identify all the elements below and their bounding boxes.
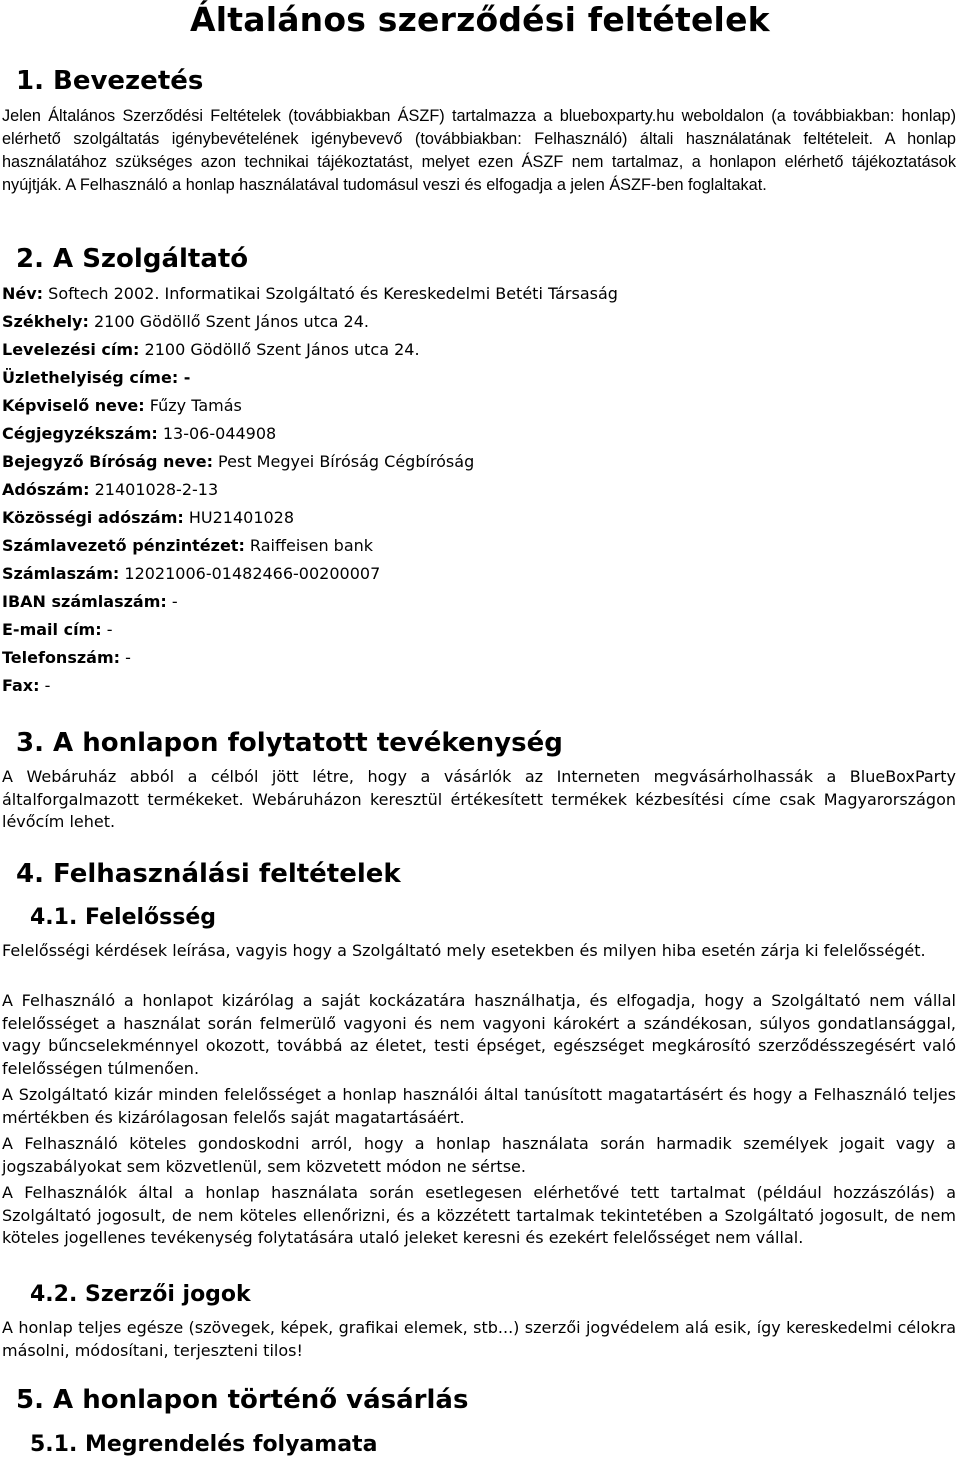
section-3-heading: 3. A honlapon folytatott tevékenység bbox=[16, 728, 563, 758]
provider-field-shop-address: Üzlethelyiség címe: - bbox=[2, 368, 191, 387]
document-title: Általános szerződési feltételek bbox=[190, 0, 770, 39]
provider-field-seat: Székhely: 2100 Gödöllő Szent János utca 24. bbox=[2, 312, 369, 331]
provider-field-court: Bejegyző Bíróság neve: Pest Megyei Bíróság Cégbíróság bbox=[2, 452, 475, 471]
provider-field-account-number: Számlaszám: 12021006-01482466-00200007 bbox=[2, 564, 381, 583]
section-4-1-paragraph: A Felhasználók által a honlap használata során esetlegesen elérhetővé tett tartalmat (például hozzászólás) a Szolgáltató jogosult, de nem köteles ellenőrizni, és a közzétett tartalmak tekintetében a Szolgáltató jogosult, de nem köteles jogellenes tevékenység folytatására utaló jeleket keresni és ezekért felelősséget nem vállal. bbox=[2, 1183, 956, 1247]
section-4-1-paragraph: A Felhasználó a honlapot kizárólag a saját kockázatára használhatja, és elfogadja, hogy a Szolgáltató nem vállal felelősséget a használat során felmerülő vagyoni és nem vagyoni károkért a szándékosan, súlyos gondatlansággal, vagy bűncselekménnyel okozott, továbbá az életet, testi épséget, egészséget megkárosító szerződésszegésért való felelősségen túlmenően. bbox=[2, 991, 956, 1078]
section-5-1-heading: 5.1. Megrendelés folyamata bbox=[30, 1432, 378, 1457]
provider-field-tax-number: Adószám: 21401028-2-13 bbox=[2, 480, 219, 499]
section-4-heading: 4. Felhasználási feltételek bbox=[16, 859, 401, 889]
section-1-heading: 1. Bevezetés bbox=[16, 66, 204, 96]
section-1-text: Jelen Általános Szerződési Feltételek (továbbiakban ÁSZF) tartalmazza a blueboxparty.hu weboldalon (a továbbiakban: honlap) elérhető szolgáltatás igénybevételének igénybevevő (továbbiakban: Felhasználó) általi használatának feltételeit. A honlap használatához szükséges azon technikai tájékoztatást, melyet ezen ÁSZF nem tartalmaz, a honlapon elérhető tájékoztatások nyújtják. A Felhasználó a honlap használatával tudomásul veszi és elfogadja a jelen ÁSZF-ben foglaltakat. bbox=[2, 107, 956, 194]
section-4-1-paragraph: A Szolgáltató kizár minden felelősséget a honlap használói által tanúsított magatartásért és hogy a Felhasználó teljes mértékben és kizárólagosan felelős saját magatartásáért. bbox=[2, 1085, 956, 1127]
provider-field-name: Név: Softech 2002. Informatikai Szolgáltató és Kereskedelmi Betéti Társaság bbox=[2, 284, 618, 303]
provider-field-email: E-mail cím: - bbox=[2, 620, 113, 639]
section-4-1-heading: 4.1. Felelősség bbox=[30, 905, 217, 930]
provider-field-bank: Számlavezető pénzintézet: Raiffeisen bank bbox=[2, 536, 374, 555]
provider-field-mailing-address: Levelezési cím: 2100 Gödöllő Szent János utca 24. bbox=[2, 340, 420, 359]
provider-field-registration-number: Cégjegyzékszám: 13-06-044908 bbox=[2, 424, 277, 443]
section-3-text: A Webáruház abból a célból jött létre, hogy a vásárlók az Interneten megvásárholhassák a BlueBoxParty általforgalmazott termékeket. Webáruházon keresztül értékesített termékek kézbesítési címe csak Magyarországon lévőcím lehet. bbox=[2, 767, 956, 831]
provider-field-phone: Telefonszám: - bbox=[2, 648, 131, 667]
provider-field-representative: Képviselő neve: Fűzy Tamás bbox=[2, 396, 242, 415]
provider-field-community-tax-number: Közösségi adószám: HU21401028 bbox=[2, 508, 295, 527]
section-4-1-paragraph: Felelősségi kérdések leírása, vagyis hogy a Szolgáltató mely esetekben és milyen hiba esetén zárja ki felelősségét. bbox=[2, 941, 926, 960]
section-2-heading: 2. A Szolgáltató bbox=[16, 244, 249, 274]
section-4-2-text: A honlap teljes egésze (szövegek, képek, grafikai elemek, stb...) szerzői jogvédelem alá esik, így kereskedelmi célokra másolni, módosítani, terjeszteni tilos! bbox=[2, 1318, 956, 1360]
provider-field-iban: IBAN számlaszám: - bbox=[2, 592, 178, 611]
section-4-1-paragraph: A Felhasználó köteles gondoskodni arról, hogy a honlap használata során harmadik személyek jogait vagy a jogszabályokat sem közvetlenül, sem közvetett módon ne sértse. bbox=[2, 1134, 956, 1176]
provider-field-fax: Fax: - bbox=[2, 676, 51, 695]
section-5-heading: 5. A honlapon történő vásárlás bbox=[16, 1385, 469, 1415]
section-4-2-heading: 4.2. Szerzői jogok bbox=[30, 1282, 251, 1307]
